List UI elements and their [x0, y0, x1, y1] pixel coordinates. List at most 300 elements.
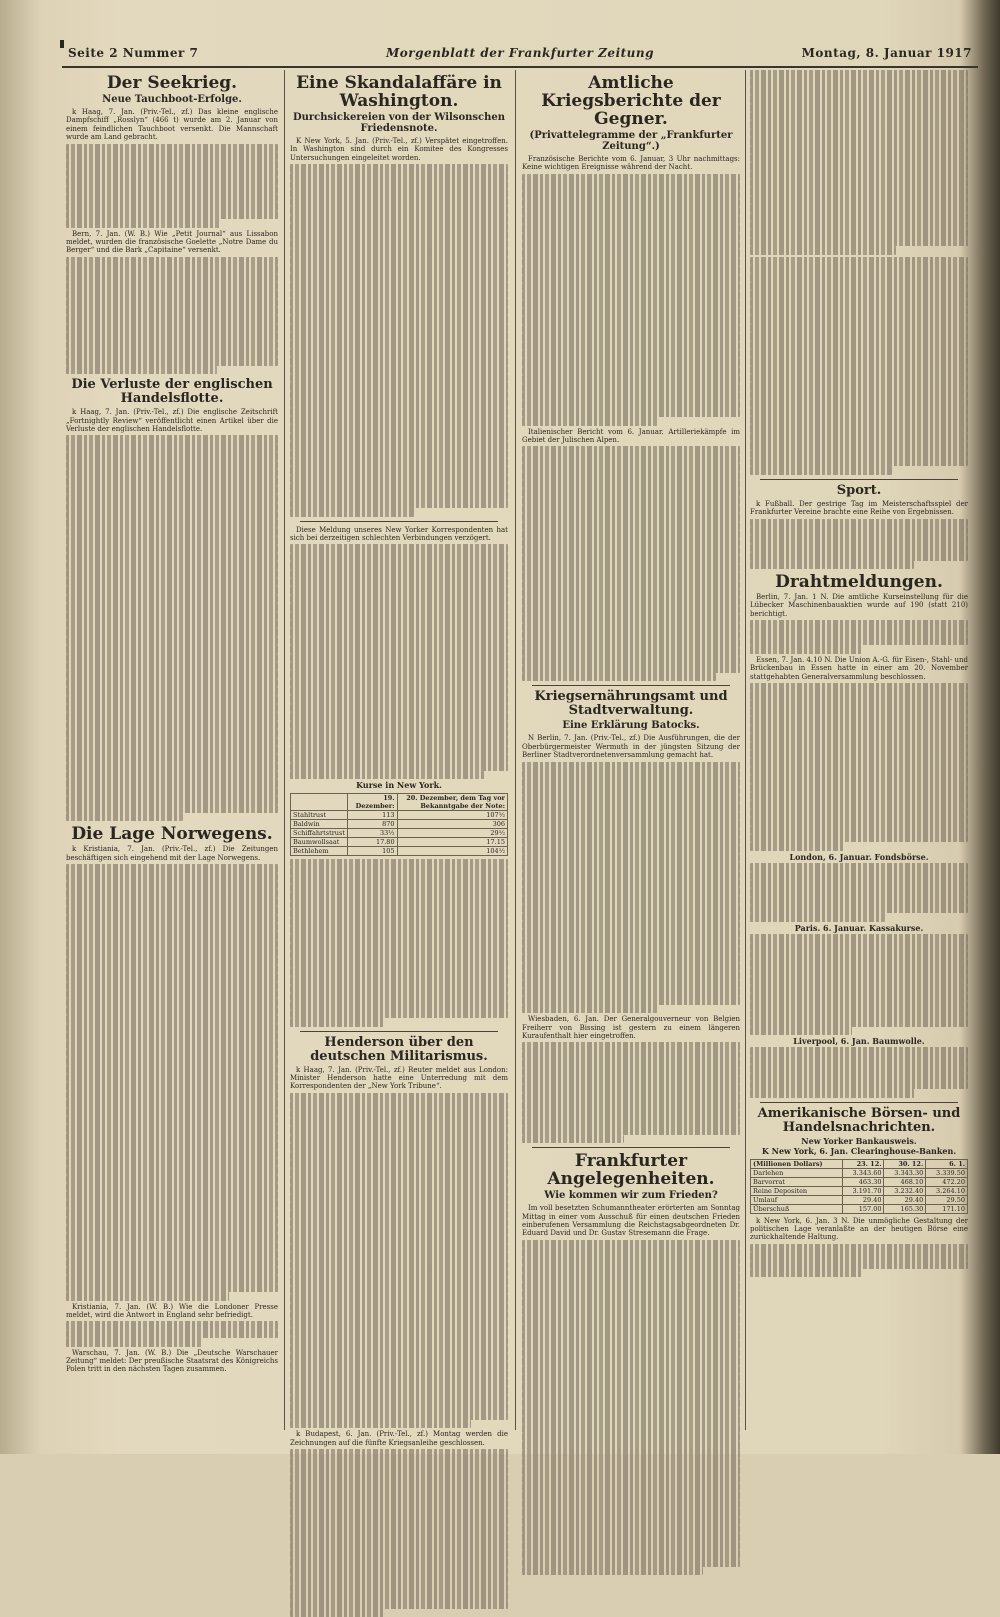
print-line — [290, 1018, 384, 1026]
print-line — [290, 215, 508, 223]
print-line — [66, 186, 278, 194]
print-line — [290, 1118, 508, 1126]
print-line — [290, 729, 508, 737]
print-line — [290, 466, 508, 474]
text-filler — [290, 544, 508, 779]
print-line — [522, 665, 740, 673]
print-line — [750, 943, 968, 951]
print-line — [522, 1466, 740, 1474]
print-line — [290, 508, 414, 516]
print-line — [522, 1366, 740, 1374]
print-line — [290, 867, 508, 875]
print-line — [750, 450, 968, 458]
print-line — [66, 746, 278, 754]
print-line — [290, 1378, 508, 1386]
print-line — [290, 198, 508, 206]
print-line — [522, 325, 740, 333]
print-line — [750, 458, 968, 466]
print-line — [750, 561, 914, 569]
article-paragraph: Warschau, 7. Jan. (W. B.) Die „Deutsche Warschauer Zeitung“ meldet: Der preußische Staatsrat des Königreichs Polen tritt in den nächsten Tagen zusammen. — [66, 1348, 278, 1374]
table-cell: 3.339.50 — [926, 1168, 968, 1177]
print-line — [290, 1466, 508, 1474]
bank-table — [750, 1159, 968, 1214]
print-line — [66, 931, 278, 939]
article-headline: Kriegsernährungsamt und Stadtverwaltung. — [534, 689, 728, 719]
text-filler — [522, 446, 740, 681]
print-line — [66, 469, 278, 477]
print-line — [290, 1261, 508, 1269]
print-line — [290, 332, 508, 340]
print-line — [66, 662, 278, 670]
print-line — [522, 564, 740, 572]
print-line — [750, 1047, 968, 1055]
print-line — [522, 1051, 740, 1059]
article-headline: Amtliche Kriegsberichte der Gegner. — [541, 73, 721, 129]
print-line — [290, 1101, 508, 1109]
print-line — [750, 374, 968, 382]
print-line — [522, 770, 740, 778]
print-line — [66, 973, 278, 981]
article-headline: Amerikanische Börsen- und Handelsnachrichten. — [757, 1105, 961, 1135]
print-line — [750, 162, 968, 170]
table-cell: 17.15 — [397, 837, 507, 846]
print-line — [522, 1257, 740, 1265]
article-subheadline: Neue Tauchboot-Erfolge. — [102, 94, 242, 105]
print-line — [290, 189, 508, 197]
table-cell: 107½ — [397, 810, 507, 819]
print-line — [290, 173, 508, 181]
print-line — [290, 357, 508, 365]
print-line — [522, 803, 740, 811]
print-line — [66, 873, 278, 881]
print-line — [290, 926, 508, 934]
print-line — [750, 70, 968, 78]
print-line — [750, 104, 968, 112]
table-row — [291, 837, 508, 846]
print-line — [522, 1517, 740, 1525]
print-line — [750, 733, 968, 741]
print-line — [66, 1158, 278, 1166]
article-paragraph: Französische Berichte vom 6. Januar, 3 Uhr nachmittags: Keine wichtigen Ereignisse während der Nacht. — [522, 155, 740, 172]
print-line — [750, 238, 968, 246]
print-line — [522, 392, 740, 400]
text-filler — [290, 164, 508, 516]
article-paragraph: Bern, 7. Jan. (W. B.) Wie „Petit Journal“ aus Lissabon meldet, wurden die französische Goelette „Notre Dame du Berger“ und die Bark „Capitaine“ versenkt. — [66, 229, 278, 255]
print-line — [66, 889, 278, 897]
print-line — [750, 897, 968, 905]
print-line — [750, 913, 885, 921]
table-title: Liverpool, 6. Jan. Baumwolle. — [793, 1035, 925, 1046]
print-line — [290, 290, 508, 298]
print-line — [522, 1282, 740, 1290]
table-header: (Millionen Dollars) — [751, 1159, 843, 1168]
print-line — [66, 1292, 229, 1300]
print-line — [290, 968, 508, 976]
table-cell: 3.343.30 — [884, 1168, 926, 1177]
print-line — [66, 1057, 278, 1065]
text-filler — [750, 863, 968, 922]
column-rule — [745, 70, 746, 1430]
print-line — [750, 179, 968, 187]
table-cell: 306 — [397, 819, 507, 828]
print-line — [522, 1475, 740, 1483]
print-line — [522, 1399, 740, 1407]
print-line — [750, 1261, 968, 1269]
print-line — [750, 552, 968, 560]
text-filler — [290, 859, 508, 1027]
print-line — [66, 771, 278, 779]
print-line — [290, 1286, 508, 1294]
print-line — [522, 589, 740, 597]
print-line — [750, 1244, 968, 1252]
table-cell: 870 — [347, 819, 397, 828]
print-line — [750, 120, 968, 128]
print-line — [522, 1101, 740, 1109]
article-paragraph: k Kristiania, 7. Jan. (Priv.-Tel., zf.) Die Zeitungen beschäftigen sich eingehend mit der Lage Norwegens. — [66, 845, 278, 862]
print-line — [750, 357, 968, 365]
print-line — [290, 391, 508, 399]
print-line — [750, 1064, 968, 1072]
print-line — [750, 842, 844, 850]
print-line — [290, 544, 508, 552]
print-line — [66, 452, 278, 460]
print-line — [66, 805, 278, 813]
table-row — [291, 810, 508, 819]
print-line — [290, 1227, 508, 1235]
table-cell: Überschuß — [751, 1204, 843, 1213]
table-header — [291, 793, 348, 810]
print-line — [522, 409, 740, 417]
print-line — [290, 1483, 508, 1491]
print-line — [522, 367, 740, 375]
print-line — [290, 737, 508, 745]
print-line — [290, 1508, 508, 1516]
article-headline: Die Verluste der englischen Handelsflotte. — [71, 377, 273, 407]
print-line — [522, 971, 740, 979]
print-line — [290, 1575, 508, 1583]
print-line — [522, 258, 740, 266]
print-line — [290, 1516, 508, 1524]
column-rule — [284, 70, 285, 1430]
print-line — [522, 283, 740, 291]
print-line — [66, 915, 278, 923]
print-line — [66, 341, 278, 349]
print-line — [66, 1275, 278, 1283]
print-line — [522, 1059, 740, 1067]
print-line — [66, 1242, 278, 1250]
print-line — [522, 572, 740, 580]
masthead — [62, 44, 978, 68]
print-line — [750, 976, 968, 984]
print-line — [66, 324, 278, 332]
table-row — [751, 1186, 968, 1195]
print-line — [522, 1068, 740, 1076]
print-line — [290, 1185, 508, 1193]
print-line — [290, 1558, 508, 1566]
print-line — [750, 1001, 968, 1009]
text-filler — [522, 1240, 740, 1576]
print-line — [290, 458, 508, 466]
print-line — [290, 307, 508, 315]
print-line — [750, 204, 968, 212]
print-line — [290, 1449, 508, 1457]
print-line — [522, 350, 740, 358]
article-subheadline: (Privattelegramme der „Frankfurter Zeitung“.) — [529, 130, 733, 152]
print-line — [522, 1533, 740, 1541]
stock-table — [290, 793, 508, 856]
print-line — [290, 754, 508, 762]
print-line — [750, 273, 968, 281]
print-line — [66, 881, 278, 889]
print-line — [750, 424, 968, 432]
print-line — [290, 1311, 508, 1319]
page-label: Seite 2 Nummer 7 — [68, 46, 199, 60]
print-line — [66, 779, 278, 787]
print-line — [290, 1420, 471, 1428]
print-line — [66, 274, 278, 282]
print-line — [66, 1217, 278, 1225]
print-line — [66, 315, 278, 323]
table-header: 30. 12. — [884, 1159, 926, 1168]
print-line — [750, 265, 968, 273]
print-line — [522, 795, 740, 803]
print-line — [522, 921, 740, 929]
table-row — [751, 1204, 968, 1213]
print-line — [522, 938, 740, 946]
print-line — [290, 408, 508, 416]
article-headline: Henderson über den deutschen Militarismus. — [310, 1034, 488, 1064]
table-cell: 3.264.10 — [926, 1186, 968, 1195]
print-line — [750, 137, 968, 145]
print-line — [290, 1010, 508, 1018]
print-line — [750, 1010, 968, 1018]
text-filler — [750, 257, 968, 475]
print-line — [66, 620, 278, 628]
print-line — [290, 366, 508, 374]
print-line — [750, 307, 968, 315]
print-line — [290, 1609, 384, 1617]
print-line — [750, 1018, 968, 1026]
print-line — [290, 985, 508, 993]
print-line — [750, 1056, 968, 1064]
print-line — [522, 1042, 740, 1050]
print-line — [66, 1321, 278, 1329]
print-line — [290, 1395, 508, 1403]
article-paragraph: k Haag, 7. Jan. (Priv.-Tel., zf.) Reuter meldet aus London: Minister Henderson hatte eine Unterredung mit dem Korrespondenten der „New York Tribune“. — [290, 1065, 508, 1091]
text-filler — [66, 435, 278, 821]
print-line — [66, 357, 278, 365]
print-line — [290, 1126, 508, 1134]
print-line — [290, 654, 508, 662]
print-line — [750, 629, 968, 637]
article-headline: Drahtmeldungen. — [775, 571, 943, 592]
text-filler — [522, 174, 740, 426]
print-line — [522, 300, 740, 308]
print-line — [522, 275, 740, 283]
print-line — [750, 700, 968, 708]
print-line — [750, 187, 968, 195]
article-paragraph: K New York, 5. Jan. (Priv.-Tel., zf.) Verspätet eingetroffen. In Washington sind durch ein Komitee des Kongresses Untersuchungen eingeleitet worden. — [290, 137, 508, 162]
print-line — [750, 382, 968, 390]
print-line — [522, 871, 740, 879]
print-line — [66, 144, 278, 152]
print-line — [522, 778, 740, 786]
print-line — [522, 384, 740, 392]
print-line — [66, 1099, 278, 1107]
print-line — [290, 382, 508, 390]
print-line — [290, 1210, 508, 1218]
column-2 — [290, 70, 508, 1447]
print-line — [522, 1084, 740, 1092]
print-line — [66, 494, 278, 502]
print-line — [750, 792, 968, 800]
print-line — [66, 1175, 278, 1183]
print-line — [290, 570, 508, 578]
print-line — [290, 771, 484, 779]
print-line — [66, 570, 278, 578]
print-line — [750, 221, 968, 229]
print-line — [290, 1525, 508, 1533]
print-line — [522, 954, 740, 962]
print-line — [290, 918, 508, 926]
text-filler — [750, 620, 968, 654]
print-line — [66, 1166, 278, 1174]
print-line — [290, 1194, 508, 1202]
print-line — [750, 349, 968, 357]
print-line — [522, 182, 740, 190]
print-line — [522, 224, 740, 232]
print-line — [66, 729, 278, 737]
print-line — [522, 887, 740, 895]
print-line — [290, 416, 508, 424]
print-line — [522, 1408, 740, 1416]
text-filler — [66, 864, 278, 1300]
print-line — [290, 240, 508, 248]
print-line — [290, 993, 508, 1001]
print-line — [290, 603, 508, 611]
print-line — [290, 695, 508, 703]
print-line — [750, 95, 968, 103]
print-line — [522, 929, 740, 937]
print-line — [290, 909, 508, 917]
article-paragraph: k Fußball. Der gestrige Tag im Meisterschaftsspiel der Frankfurter Vereine brachte eine Reihe von Ergebnissen. — [750, 499, 968, 517]
print-line — [66, 194, 278, 202]
print-line — [750, 880, 968, 888]
print-line — [290, 1458, 508, 1466]
print-line — [290, 1244, 508, 1252]
print-line — [750, 968, 968, 976]
print-line — [66, 654, 278, 662]
print-line — [290, 1474, 508, 1482]
print-line — [750, 905, 968, 913]
table-header: 23. 12. — [842, 1159, 884, 1168]
print-line — [522, 787, 740, 795]
print-line — [750, 146, 968, 154]
print-line — [750, 332, 968, 340]
print-line — [66, 536, 278, 544]
print-line — [290, 1353, 508, 1361]
article-paragraph: Berlin, 7. Jan. 1 N. Die amtliche Kurseinstellung für die Lübecker Maschinenbauaktien wurde auf 190 (statt 210) berichtigt. — [750, 592, 968, 618]
print-line — [66, 1330, 278, 1338]
print-line — [66, 696, 278, 704]
table-cell: 17.80 — [347, 837, 397, 846]
print-line — [66, 813, 183, 821]
print-line — [290, 561, 508, 569]
print-line — [750, 934, 968, 942]
print-line — [66, 796, 278, 804]
print-line — [522, 606, 740, 614]
print-line — [522, 614, 740, 622]
text-filler — [750, 519, 968, 569]
print-line — [66, 1007, 278, 1015]
print-line — [522, 829, 740, 837]
print-line — [290, 1533, 508, 1541]
table-cell: 157.00 — [842, 1204, 884, 1213]
table-cell: 165.30 — [884, 1204, 926, 1213]
print-line — [290, 298, 508, 306]
print-line — [66, 366, 217, 374]
article-subheadline: Eine Erklärung Batocks. — [562, 720, 700, 732]
divider — [760, 1102, 958, 1103]
print-line — [750, 112, 968, 120]
print-line — [750, 767, 968, 775]
print-line — [750, 985, 968, 993]
print-line — [522, 308, 740, 316]
print-line — [290, 670, 508, 678]
print-line — [66, 923, 278, 931]
print-line — [66, 1133, 278, 1141]
print-line — [66, 211, 278, 219]
print-line — [522, 946, 740, 954]
print-line — [750, 620, 968, 628]
print-line — [290, 1550, 508, 1558]
text-filler — [522, 762, 740, 1014]
table-row — [751, 1177, 968, 1186]
print-line — [290, 1336, 508, 1344]
print-line — [66, 160, 278, 168]
print-line — [66, 1091, 278, 1099]
print-line — [522, 555, 740, 563]
print-line — [290, 1328, 508, 1336]
print-line — [290, 1160, 508, 1168]
print-line — [750, 993, 968, 1001]
print-line — [290, 1592, 508, 1600]
column-1 — [66, 70, 278, 1436]
table-cell: Reine Depositen — [751, 1186, 843, 1195]
print-line — [66, 1040, 278, 1048]
print-line — [522, 480, 740, 488]
table-cell: 171.10 — [926, 1204, 968, 1213]
print-line — [750, 637, 968, 645]
print-line — [750, 519, 968, 527]
print-line — [750, 282, 968, 290]
print-line — [522, 216, 740, 224]
print-line — [66, 177, 278, 185]
print-line — [66, 349, 278, 357]
print-line — [750, 817, 968, 825]
text-filler — [522, 1042, 740, 1143]
print-line — [290, 273, 508, 281]
print-line — [290, 500, 508, 508]
table-cell: 29.50 — [926, 1195, 968, 1204]
print-line — [290, 1403, 508, 1411]
print-line — [66, 721, 278, 729]
column-rule — [515, 70, 516, 1430]
print-line — [290, 721, 508, 729]
print-line — [290, 679, 508, 687]
print-line — [522, 547, 740, 555]
print-line — [750, 750, 968, 758]
